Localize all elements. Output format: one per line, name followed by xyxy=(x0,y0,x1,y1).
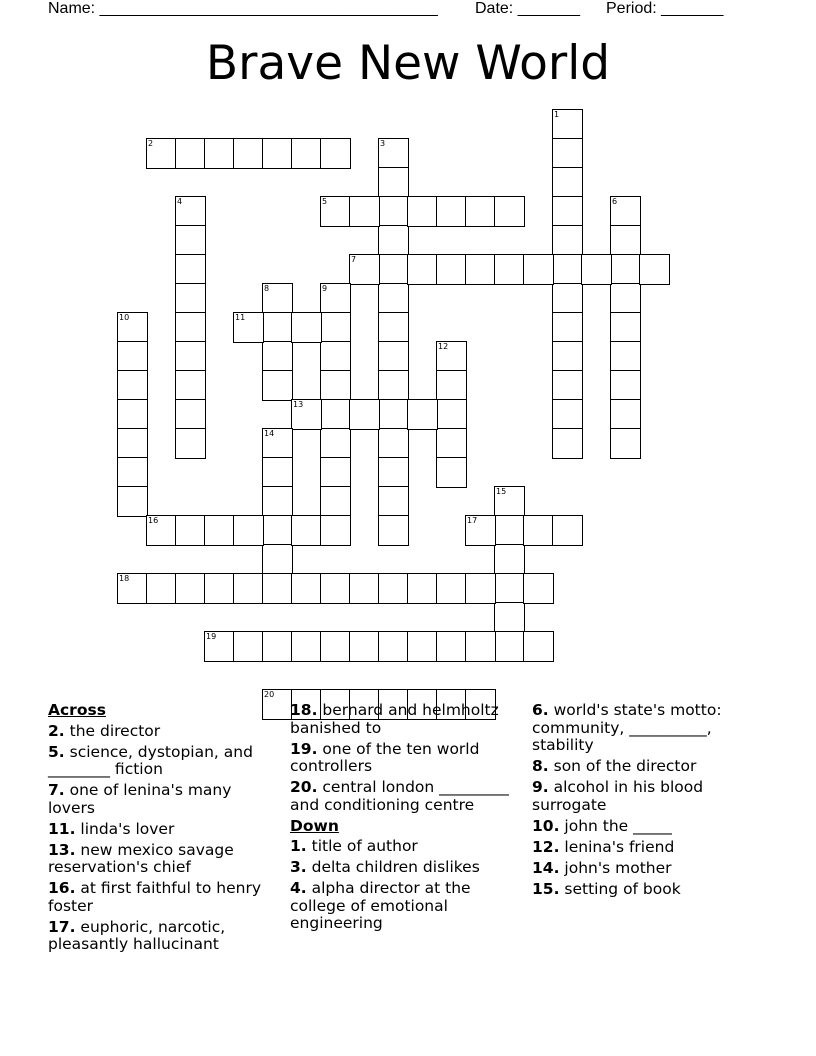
clue-number: 6 xyxy=(612,197,618,206)
across-heading: Across xyxy=(48,701,106,719)
grid-cell[interactable] xyxy=(436,254,467,285)
clue-across-20: 20. central london _________ and conditioning centre xyxy=(290,778,509,814)
grid-cell[interactable] xyxy=(262,544,293,575)
grid-cell[interactable] xyxy=(465,196,496,227)
grid-cell[interactable] xyxy=(320,283,351,314)
grid-cell[interactable] xyxy=(204,515,235,546)
grid-cell[interactable] xyxy=(320,196,351,227)
clue-number: 7 xyxy=(351,255,357,264)
clue-down-8: 8. son of the director xyxy=(532,757,697,775)
clue-across-5: 5. science, dystopian, and ________ fiction xyxy=(48,742,253,778)
grid-cell[interactable] xyxy=(407,573,438,604)
grid-cell[interactable] xyxy=(262,631,293,662)
grid-cell[interactable] xyxy=(175,399,206,430)
grid-cell[interactable] xyxy=(552,428,583,459)
grid-cell[interactable] xyxy=(262,138,293,169)
grid-cell[interactable] xyxy=(552,341,583,372)
grid-cell[interactable] xyxy=(262,312,293,343)
grid-cell[interactable] xyxy=(291,515,322,546)
grid-cell[interactable] xyxy=(291,312,322,343)
clue-across-17: 17. euphoric, narcotic, pleasantly hallucinant xyxy=(48,917,226,953)
grid-cell[interactable] xyxy=(465,573,496,604)
grid-cell[interactable] xyxy=(262,573,293,604)
grid-cell[interactable] xyxy=(233,312,264,343)
grid-cell[interactable] xyxy=(378,428,409,459)
clue-number: 19 xyxy=(206,632,217,641)
grid-cell[interactable] xyxy=(320,486,351,517)
grid-cell[interactable] xyxy=(610,196,641,227)
clue-down-9: 9. alcohol in his blood surrogate xyxy=(532,778,704,814)
clue-across-18: 18. bernard and helmholtz banished to xyxy=(290,701,499,737)
grid-cell[interactable] xyxy=(552,254,583,285)
grid-cell[interactable] xyxy=(233,573,264,604)
grid-cell[interactable] xyxy=(436,370,467,401)
clue-down-3: 3. delta children dislikes xyxy=(290,858,480,876)
grid-cell[interactable] xyxy=(378,515,409,546)
grid-cell[interactable] xyxy=(378,341,409,372)
grid-cell[interactable] xyxy=(610,283,641,314)
grid-cell[interactable] xyxy=(465,254,496,285)
grid-cell[interactable] xyxy=(175,573,206,604)
grid-cell[interactable] xyxy=(262,428,293,459)
grid-cell[interactable] xyxy=(175,312,206,343)
grid-cell[interactable] xyxy=(378,225,409,256)
grid-cell[interactable] xyxy=(552,138,583,169)
clue-number: 13 xyxy=(293,400,304,409)
period-field[interactable]: Period: _______ xyxy=(606,0,724,17)
grid-cell[interactable] xyxy=(378,254,409,285)
grid-cell[interactable] xyxy=(552,196,583,227)
grid-cell[interactable] xyxy=(639,254,670,285)
grid-cell[interactable] xyxy=(117,399,148,430)
grid-cell[interactable] xyxy=(494,631,525,662)
grid-cell[interactable] xyxy=(378,573,409,604)
grid-cell[interactable] xyxy=(262,515,293,546)
clue-down-6: 6. world's state's motto: community, __________, stability xyxy=(532,701,722,754)
grid-cell[interactable] xyxy=(204,573,235,604)
grid-cell[interactable] xyxy=(494,602,525,633)
grid-cell[interactable] xyxy=(407,196,438,227)
clue-down-4: 4. alpha director at the college of emotional engineering xyxy=(290,879,471,932)
grid-cell[interactable] xyxy=(610,428,641,459)
grid-cell[interactable] xyxy=(146,138,177,169)
grid-cell[interactable] xyxy=(378,312,409,343)
grid-cell[interactable] xyxy=(610,399,641,430)
grid-cell[interactable] xyxy=(378,486,409,517)
grid-cell[interactable] xyxy=(552,370,583,401)
grid-cell[interactable] xyxy=(494,515,525,546)
grid-cell[interactable] xyxy=(320,312,351,343)
grid-cell[interactable] xyxy=(407,399,438,430)
grid-cell[interactable] xyxy=(175,254,206,285)
grid-cell[interactable] xyxy=(494,196,525,227)
grid-cell[interactable] xyxy=(291,399,322,430)
grid-cell[interactable] xyxy=(320,399,351,430)
grid-cell[interactable] xyxy=(494,573,525,604)
grid-cell[interactable] xyxy=(494,544,525,575)
grid-cell[interactable] xyxy=(378,283,409,314)
grid-cell[interactable] xyxy=(320,573,351,604)
grid-cell[interactable] xyxy=(117,341,148,372)
grid-cell[interactable] xyxy=(610,225,641,256)
grid-cell[interactable] xyxy=(320,138,351,169)
grid-cell[interactable] xyxy=(436,341,467,372)
grid-cell[interactable] xyxy=(378,138,409,169)
grid-cell[interactable] xyxy=(349,573,380,604)
grid-cell[interactable] xyxy=(117,486,148,517)
clue-down-10: 10. john the _____ xyxy=(532,816,672,835)
grid-cell[interactable] xyxy=(233,515,264,546)
grid-cell[interactable] xyxy=(436,573,467,604)
grid-cell[interactable] xyxy=(378,370,409,401)
grid-cell[interactable] xyxy=(175,283,206,314)
grid-cell[interactable] xyxy=(262,370,293,401)
clue-down-1: 1. title of author xyxy=(290,837,418,855)
clue-number: 14 xyxy=(264,429,275,438)
grid-cell[interactable] xyxy=(175,515,206,546)
clue-number: 1 xyxy=(554,110,560,119)
grid-cell[interactable] xyxy=(320,515,351,546)
grid-cell[interactable] xyxy=(117,312,148,343)
grid-cell[interactable] xyxy=(436,631,467,662)
clue-across-19: 19. one of the ten world controllers xyxy=(290,739,480,775)
grid-cell[interactable] xyxy=(378,457,409,488)
grid-cell[interactable] xyxy=(552,399,583,430)
clue-across-16: 16. at first faithful to henry foster xyxy=(48,879,262,915)
page-title: Brave New World xyxy=(205,36,611,91)
clue-down-14: 14. john's mother xyxy=(532,858,672,877)
clue-across-2: 2. the director xyxy=(48,721,161,740)
grid-cell[interactable] xyxy=(378,631,409,662)
grid-cell[interactable] xyxy=(407,631,438,662)
grid-cell[interactable] xyxy=(349,631,380,662)
grid-cell[interactable] xyxy=(204,631,235,662)
grid-cell[interactable] xyxy=(262,486,293,517)
grid-cell[interactable] xyxy=(320,457,351,488)
grid-cell[interactable] xyxy=(523,573,554,604)
grid-cell[interactable] xyxy=(175,225,206,256)
grid-cell[interactable] xyxy=(552,167,583,198)
grid-cell[interactable] xyxy=(349,399,380,430)
grid-cell[interactable] xyxy=(291,631,322,662)
down-heading: Down xyxy=(290,816,339,835)
grid-cell[interactable] xyxy=(436,196,467,227)
clue-down-15: 15. setting of book xyxy=(532,879,681,898)
grid-cell[interactable] xyxy=(117,428,148,459)
grid-cell[interactable] xyxy=(320,631,351,662)
grid-cell[interactable] xyxy=(610,341,641,372)
grid-cell[interactable] xyxy=(610,370,641,401)
grid-cell[interactable] xyxy=(436,457,467,488)
grid-cell[interactable] xyxy=(610,312,641,343)
clues-column-1 xyxy=(48,702,280,957)
grid-cell[interactable] xyxy=(523,631,554,662)
clues-column-3 xyxy=(532,702,764,902)
clue-down-12: 12. lenina's friend xyxy=(532,837,675,856)
clue-number: 8 xyxy=(264,284,270,293)
grid-cell[interactable] xyxy=(117,370,148,401)
grid-cell[interactable] xyxy=(552,109,583,140)
clue-number: 18 xyxy=(119,574,130,583)
clue-across-11: 11. linda's lover xyxy=(48,819,175,838)
grid-cell[interactable] xyxy=(378,167,409,198)
grid-cell[interactable] xyxy=(291,573,322,604)
grid-cell[interactable] xyxy=(175,370,206,401)
grid-cell[interactable] xyxy=(349,196,380,227)
clues-column-2 xyxy=(290,702,522,936)
grid-cell[interactable] xyxy=(552,312,583,343)
clue-number: 12 xyxy=(438,342,449,351)
grid-cell[interactable] xyxy=(233,138,264,169)
clue-number: 3 xyxy=(380,139,386,148)
grid-cell[interactable] xyxy=(465,515,496,546)
grid-cell[interactable] xyxy=(378,196,409,227)
grid-cell[interactable] xyxy=(175,196,206,227)
grid-cell[interactable] xyxy=(320,370,351,401)
grid-cell[interactable] xyxy=(436,428,467,459)
grid-cell[interactable] xyxy=(436,399,467,430)
grid-cell[interactable] xyxy=(204,138,235,169)
clue-across-13: 13. new mexico savage reservation's chief xyxy=(48,840,234,876)
clue-number: 10 xyxy=(119,313,130,322)
clue-number: 20 xyxy=(264,690,275,699)
grid-cell[interactable] xyxy=(262,283,293,314)
grid-cell[interactable] xyxy=(175,341,206,372)
grid-cell[interactable] xyxy=(117,573,148,604)
grid-cell[interactable] xyxy=(233,631,264,662)
grid-cell[interactable] xyxy=(175,428,206,459)
grid-cell[interactable] xyxy=(349,254,380,285)
grid-cell[interactable] xyxy=(610,254,641,285)
grid-cell[interactable] xyxy=(320,428,351,459)
grid-cell[interactable] xyxy=(262,457,293,488)
name-field[interactable]: Name: ______________________________________ xyxy=(48,0,438,17)
grid-cell[interactable] xyxy=(465,631,496,662)
clue-number: 15 xyxy=(496,487,507,496)
grid-cell[interactable] xyxy=(523,254,554,285)
clue-number: 4 xyxy=(177,197,183,206)
grid-cell[interactable] xyxy=(581,254,612,285)
clue-across-7: 7. one of lenina's many lovers xyxy=(48,781,232,817)
grid-cell[interactable] xyxy=(117,457,148,488)
grid-cell[interactable] xyxy=(146,573,177,604)
grid-cell[interactable] xyxy=(378,399,409,430)
grid-cell[interactable] xyxy=(320,341,351,372)
grid-cell[interactable] xyxy=(291,138,322,169)
clue-number: 9 xyxy=(322,284,328,293)
grid-cell[interactable] xyxy=(407,254,438,285)
date-field[interactable]: Date: _______ xyxy=(475,0,580,17)
clue-number: 5 xyxy=(322,197,328,206)
grid-cell[interactable] xyxy=(175,138,206,169)
grid-cell[interactable] xyxy=(552,515,583,546)
clue-number: 16 xyxy=(148,516,159,525)
grid-cell[interactable] xyxy=(494,486,525,517)
grid-cell[interactable] xyxy=(494,254,525,285)
grid-cell[interactable] xyxy=(262,341,293,372)
grid-cell[interactable] xyxy=(523,515,554,546)
clue-number: 2 xyxy=(148,139,154,148)
clue-number: 11 xyxy=(235,313,246,322)
grid-cell[interactable] xyxy=(146,515,177,546)
clue-number: 17 xyxy=(467,516,478,525)
grid-cell[interactable] xyxy=(552,225,583,256)
grid-cell[interactable] xyxy=(552,283,583,314)
